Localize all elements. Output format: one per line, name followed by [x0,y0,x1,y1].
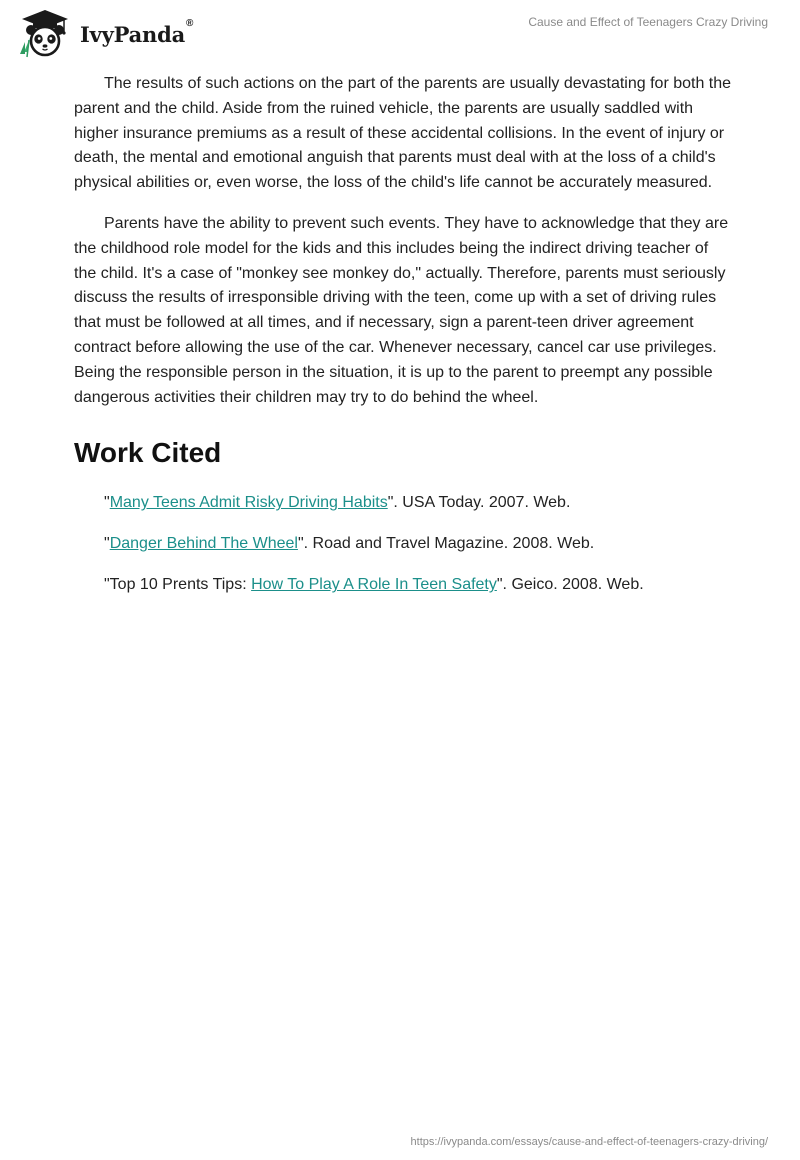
registered-mark: ® [186,17,194,29]
citation-item [104,574,734,596]
body-paragraph: The results of such actions on the part of the parents are usually devastating for both the parent and the child. Aside from the ruined vehicle, the parents are usually saddled with higher insurance premiums as a result of these accidental collisions. In the event of injury or death, the mental and emotional anguish that parents must deal with at the loss of a child's physical abilities or, even worse, the loss of the child's life cannot be accurately measured. [74,75,732,192]
logo-text: IvyPanda® [80,17,194,47]
works-cited-heading: Work Cited [74,437,222,469]
citation-prefix: "Top 10 Prents Tips: [104,576,252,594]
citation-prefix: " [104,494,110,512]
citation-link[interactable]: Danger Behind The Wheel [109,535,298,553]
citation-link[interactable]: How To Play A Role In Teen Safety [251,576,497,594]
citation-prefix: " [104,535,110,553]
panda-mascot-icon [16,8,74,58]
citation-suffix: ". Road and Travel Magazine. 2008. Web. [297,535,595,553]
citation-suffix: ". USA Today. 2007. Web. [387,494,571,512]
document-title: Cause and Effect of Teenagers Crazy Driving [528,15,768,29]
citation-item [104,533,734,555]
essay-content [74,72,734,615]
citation-item [104,492,734,514]
citation-suffix: ". Geico. 2008. Web. [496,576,644,594]
body-paragraph: Parents have the ability to prevent such events. They have to acknowledge that they are the childhood role model for the kids and this includes being the indirect driving teacher of the child. It's a case of "monkey see monkey do," actually. Therefore, parents must seriously discuss the results of irresponsible driving with the teen, come up with a set of driving rules that must be followed at all times, and if necessary, sign a parent-teen driver agreement contract before allowing the use of the car. Whenever necessary, cancel car use privileges. Being the responsible person in the situation, it is up to the parent to preempt any possible dangerous activities their children may try to do behind the wheel. [74,214,729,406]
page-header [0,0,800,70]
citation-link[interactable]: Many Teens Admit Risky Driving Habits [109,494,388,512]
footer-url[interactable]: https://ivypanda.com/essays/cause-and-effect-of-teenagers-crazy-driving/ [410,1136,768,1148]
ivypanda-logo[interactable] [16,8,193,58]
